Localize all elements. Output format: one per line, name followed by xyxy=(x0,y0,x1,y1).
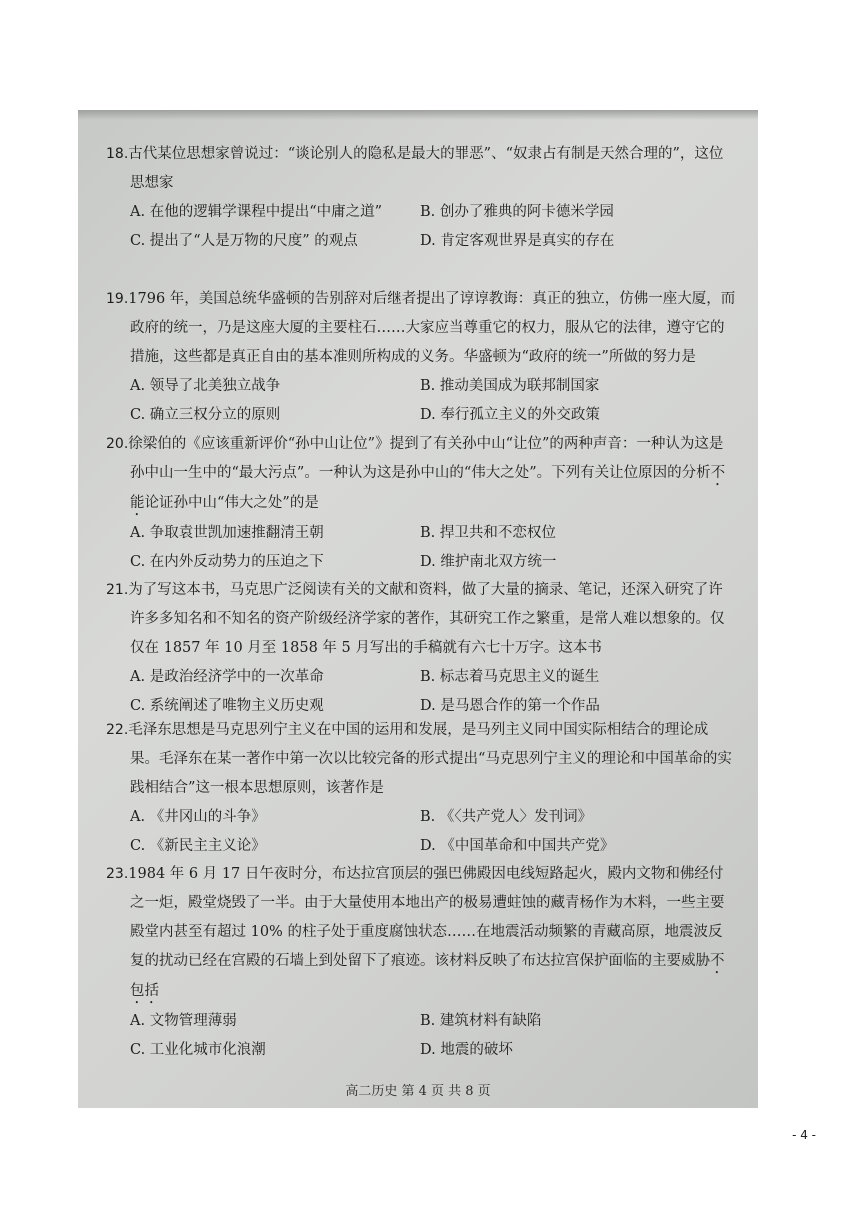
option-b: B. 建筑材料有缺陷 xyxy=(420,1013,542,1029)
question-text: 毛泽东思想是马克思列宁主义在中国的运用和发展，是马列主义同中国实际相结合的理论成果。毛泽东在某一著作中第一次以比较完备的形式提出“马克思列宁主义的理论和中国革命的实践相结合”这一根本思想原则，该著作是 xyxy=(128,722,732,796)
option-d: D. 奉行孤立主义的外交政策 xyxy=(420,407,600,423)
question-number: 19. xyxy=(106,291,129,307)
emphasis-text: 不能 xyxy=(130,465,726,511)
option-d: D. 《中国革命和中国共产党》 xyxy=(420,838,615,854)
question-text: 1796 年，美国总统华盛顿的告别辞对后继者提出了谆谆教诲：真正的独立，仿佛一座大厦，而政府的统一，乃是这座大厦的主要柱石……大家应当尊重它的权力，服从它的法律，遵守它的措施，这些都是真正自由的基本准则所构成的义务。华盛顿为“政府的统一”所做的努力是 xyxy=(128,291,736,365)
question-23 xyxy=(106,860,736,1065)
options xyxy=(130,198,736,256)
question-20 xyxy=(106,430,736,577)
option-b: B. 推动美国成为联邦制国家 xyxy=(420,378,600,394)
option-c: C. 工业化城市化浪潮 xyxy=(130,1042,266,1058)
option-a: A. 是政治经济学中的一次革命 xyxy=(130,669,324,685)
scanned-page-photo xyxy=(78,110,758,1108)
option-b: B. 《〈共产党人〉发刊词》 xyxy=(420,809,593,825)
question-19 xyxy=(106,285,736,430)
question-text: 古代某位思想家曾说过：“谈论别人的隐私是最大的罪恶”、“奴隶占有制是天然合理的”，这位思想家 xyxy=(128,146,724,191)
option-c: C. 提出了“人是万物的尺度” 的观点 xyxy=(130,233,358,249)
question-number: 18. xyxy=(106,146,129,162)
question-21 xyxy=(106,576,736,721)
option-c: C. 确立三权分立的原则 xyxy=(130,407,281,423)
page-footer: 高二历史 第 4 页 共 8 页 xyxy=(345,1084,491,1099)
question-number: 20. xyxy=(106,436,129,452)
options xyxy=(130,372,736,430)
question-stem xyxy=(106,860,736,1007)
option-c: C. 系统阐述了唯物主义历史观 xyxy=(130,698,324,714)
question-stem xyxy=(106,576,736,663)
option-c: C. 《新民主主义论》 xyxy=(130,838,266,854)
option-d: D. 地震的破坏 xyxy=(420,1042,513,1058)
option-b: B. 捍卫共和不恋权位 xyxy=(420,525,556,541)
photo-top-edge xyxy=(78,110,758,120)
question-text-end: 论证孙中山“伟大之处”的是 xyxy=(144,495,319,511)
options xyxy=(130,1007,736,1065)
option-a: A. 争取袁世凯加速推翻清王朝 xyxy=(130,525,324,541)
options xyxy=(130,803,736,861)
emphasis-text: 不包括 xyxy=(130,953,725,999)
option-c: C. 在内外反动势力的压迫之下 xyxy=(130,554,324,570)
option-a: A. 《井冈山的斗争》 xyxy=(130,809,266,825)
option-b: B. 创办了雅典的阿卡德米学园 xyxy=(420,204,614,220)
option-a: A. 文物管理薄弱 xyxy=(130,1013,237,1029)
options xyxy=(130,663,736,721)
option-d: D. 肯定客观世界是真实的存在 xyxy=(420,233,615,249)
question-text: 为了写这本书，马克思广泛阅读有关的文献和资料，做了大量的摘录、笔记，还深入研究了许许多多知名和不知名的资产阶级经济学家的著作，其研究工作之繁重，是常人难以想象的。仅仅在 1857 年 10 月至 1858 年 5 月写出的手稿就有六七十万字。这本书 xyxy=(128,582,725,656)
question-stem xyxy=(106,140,736,198)
page-number: - 4 - xyxy=(792,1128,816,1142)
question-stem xyxy=(106,285,736,372)
question-number: 21. xyxy=(106,582,129,598)
option-d: D. 维护南北双方统一 xyxy=(420,554,557,570)
question-18 xyxy=(106,140,736,256)
option-b: B. 标志着马克思主义的诞生 xyxy=(420,669,600,685)
question-text: 1984 年 6 月 17 日午夜时分，布达拉宫顶层的强巴佛殿因电线短路起火，殿内文物和佛经付之一炬，殿堂烧毁了一半。由于大量使用本地出产的极易遭蛀蚀的藏青杨作为木料，一些主要殿堂内甚至有超过 10% 的柱子处于重度腐蚀状态……在地震活动频繁的青藏高原，地震波反复的扰动已经在宫殿的石墙上到处留下了痕迹。该材料反映了布达拉宫保护面临的主要威胁 xyxy=(128,866,725,969)
options xyxy=(130,519,736,577)
question-number: 23. xyxy=(106,866,129,882)
question-number: 22. xyxy=(106,722,129,738)
question-text: 徐梁伯的《应该重新评价“孙中山让位”》提到了有关孙中山“让位”的两种声音：一种认为这是孙中山一生中的“最大污点”。一种认为这是孙中山的“伟大之处”。下列有关让位原因的分析 xyxy=(128,436,724,481)
question-stem xyxy=(106,716,736,803)
option-a: A. 领导了北美独立战争 xyxy=(130,378,281,394)
question-stem xyxy=(106,430,736,519)
question-22 xyxy=(106,716,736,861)
option-a: A. 在他的逻辑学课程中提出“中庸之道” xyxy=(130,204,383,220)
option-d: D. 是马恩合作的第一个作品 xyxy=(420,698,600,714)
